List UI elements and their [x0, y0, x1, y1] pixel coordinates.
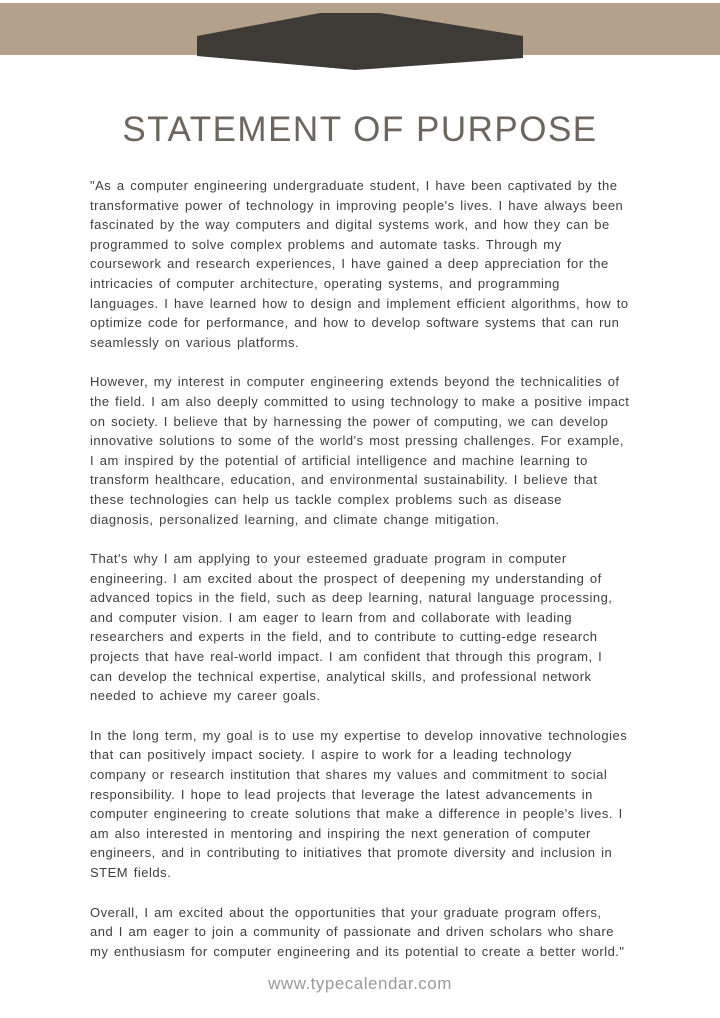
statement-body [90, 176, 630, 981]
ribbon-banner-icon [0, 0, 720, 80]
paragraph: That's why I am applying to your esteemed graduate program in computer engineering. I am excited about the prospect of deepening my understanding of advanced topics in the field, such as deep learning, natural language processing, and computer vision. I am eager to learn from and collaborate with leading researchers and experts in the field, and to contribute to cutting-edge research projects that have real-world impact. I am confident that through this program, I can develop the technical expertise, analytical skills, and professional network needed to achieve my career goals. [90, 551, 613, 704]
paragraph: Overall, I am excited about the opportunities that your graduate program offers, and I am eager to join a community of passionate and driven scholars who share my enthusiasm for computer engineering and its potential to create a better world." [90, 904, 625, 959]
paragraph: In the long term, my goal is to use my expertise to develop innovative technologies that can positively impact society. I aspire to work for a leading technology company or research institution that shares my values and commitment to social responsibility. I hope to lead projects that leverage the latest advancements in computer engineering to create solutions that make a difference in people's lives. I am also interested in mentoring and inspiring the next generation of computer engineers, and in contributing to initiatives that promote diversity and inclusion in STEM fields. [90, 727, 628, 880]
footer-url: www.typecalendar.com [268, 974, 452, 993]
paragraph: "As a computer engineering undergraduate student, I have been captivated by the transformative power of technology in improving people's lives. I have always been fascinated by the way computers and digital systems work, and how they can be programmed to solve complex problems and automate tasks. Through my coursework and research experiences, I have gained a deep appreciation for the intricacies of computer architecture, operating systems, and programming languages. I have learned how to design and implement efficient algorithms, how to optimize code for performance, and how to develop software systems that can run seamlessly on various platforms. [90, 178, 629, 350]
paragraph: However, my interest in computer engineering extends beyond the technicalities of the field. I am also deeply committed to using technology to make a positive impact on society. I believe that by harnessing the power of computing, we can develop innovative solutions to some of the world's most pressing challenges. For example, I am inspired by the potential of artificial intelligence and machine learning to transform healthcare, education, and environmental sustainability. I believe that these technologies can help us tackle complex problems such as disease diagnosis, personalized learning, and climate change mitigation. [90, 374, 630, 527]
page-title: STATEMENT OF PURPOSE [122, 110, 598, 149]
